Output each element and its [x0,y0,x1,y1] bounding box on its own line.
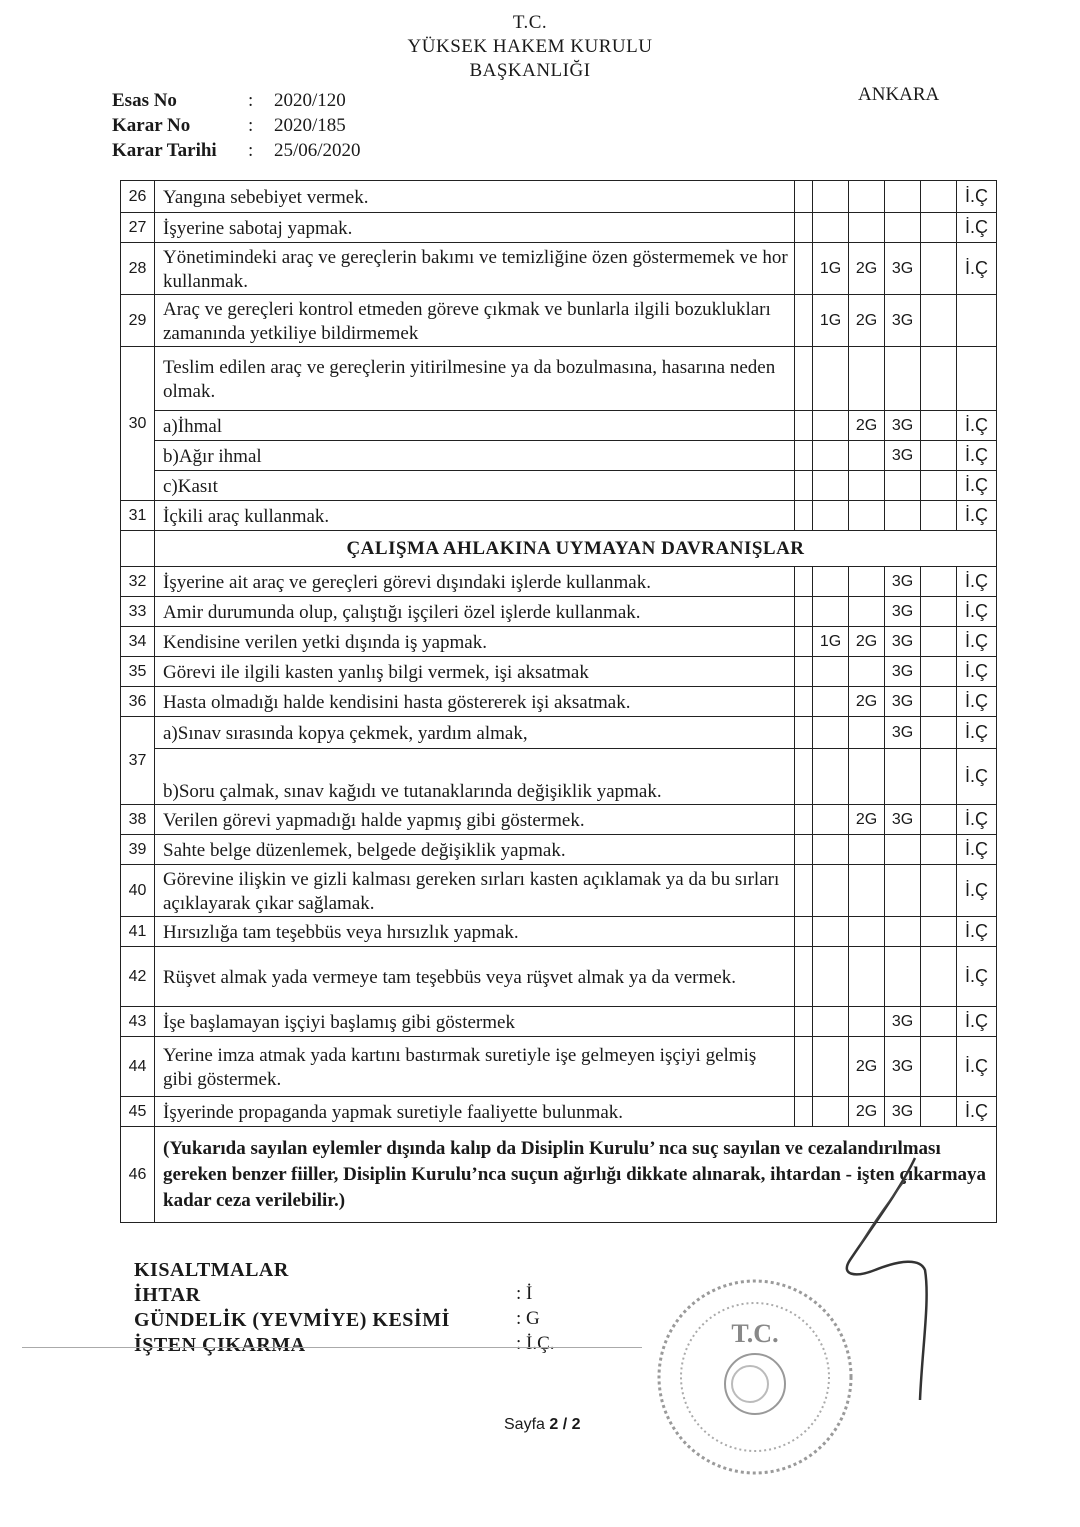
page-number [504,1416,581,1434]
row-text: İşe başlamayan işçiyi başlamış gibi göstermek [155,1007,795,1037]
row-text: İçkili araç kullanmak. [155,501,795,531]
table-row [121,749,997,805]
meta-label: Karar Tarihi [112,140,217,161]
row-number: 34 [121,627,155,657]
meta-row-tarih [112,138,361,163]
row-number: 38 [121,805,155,835]
abbreviation-label: İŞTEN ÇIKARMA [134,1334,306,1356]
row-text: Hasta olmadığı halde kendisini hasta göstererek işi aksatmak. [155,687,795,717]
row-note: (Yukarıda sayılan eylemler dışında kalıp da Disiplin Kurulu’ nca suç sayılan ve cezalandırılması gereken benzer fiiller, Disiplin Kurulu’nca suçun ağırlığı dikkate alınarak, ihtardan - işten çıkarmaya kadar ceza verilebilir.) [155,1127,997,1223]
table-row [121,501,997,531]
row-number: 27 [121,213,155,243]
penalty-ic: İ.Ç [957,947,997,1007]
penalty-2g: 2G [849,295,885,347]
meta-value: 2020/120 [274,90,346,111]
penalty-3g: 3G [885,687,921,717]
row-text: Yönetimindeki araç ve gereçlerin bakımı ve temizliğine özen göstermemek ve hor kullanmak. [155,243,795,295]
meta-sep: : [248,115,254,136]
header-city: ANKARA [858,84,940,105]
penalty-1g: 1G [813,243,849,295]
meta-sep: : [248,140,254,161]
table-row [121,213,997,243]
row-number: 37 [121,717,155,805]
penalty-3g: 3G [885,657,921,687]
table-row [121,917,997,947]
stamp-text: T.C. [731,1319,779,1348]
row-number: 30 [121,347,155,501]
penalty-3g: 3G [885,411,921,441]
row-text: Teslim edilen araç ve gereçlerin yitirilmesine ya da bozulmasına, hasarına neden olmak. [155,347,795,411]
penalty-ic: İ.Ç [957,687,997,717]
row-number: 42 [121,947,155,1007]
meta-label: Esas No [112,90,177,111]
row-number: 43 [121,1007,155,1037]
row-text: Verilen görevi yapmadığı halde yapmış gibi göstermek. [155,805,795,835]
penalty-1g: 1G [813,627,849,657]
penalty-ic: İ.Ç [957,471,997,501]
penalty-3g: 3G [885,243,921,295]
row-number: 46 [121,1127,155,1223]
row-text: İşyerine ait araç ve gereçleri görevi dışındaki işlerde kullanmak. [155,567,795,597]
penalty-ic: İ.Ç [957,411,997,441]
penalty-table [120,180,997,1223]
abbreviation-value: : G [516,1308,540,1329]
table-row [121,865,997,917]
table-row [121,243,997,295]
row-number: 32 [121,567,155,597]
page-value: 2 / 2 [549,1416,581,1433]
row-number: 39 [121,835,155,865]
row-text: Amir durumunda olup, çalıştığı işçileri özel işlerde kullanmak. [155,597,795,627]
table-row [121,295,997,347]
row-number: 31 [121,501,155,531]
row-text: Araç ve gereçleri kontrol etmeden göreve çıkmak ve bunlarla ilgili bozuklukları zamanında yetkiliye bildirmemek [155,295,795,347]
row-text: Yerine imza atmak yada kartını bastırmak suretiyle işe gelmeyen işçiyi gelmiş gibi göstermek. [155,1037,795,1097]
penalty-ic: İ.Ç [957,243,997,295]
penalty-ic: İ.Ç [957,1007,997,1037]
penalty-ic: İ.Ç [957,567,997,597]
penalty-ic: İ.Ç [957,597,997,627]
abbreviation-label: İHTAR [134,1284,201,1306]
table-row [121,597,997,627]
meta-label: Karar No [112,115,191,136]
penalty-3g: 3G [885,627,921,657]
row-text: b)Ağır ihmal [155,441,795,471]
row-number: 28 [121,243,155,295]
table-row [121,657,997,687]
official-stamp [650,1272,860,1482]
penalty-ic: İ.Ç [957,917,997,947]
row-text: Hırsızlığa tam teşebbüs veya hırsızlık yapmak. [155,917,795,947]
penalty-ic: İ.Ç [957,749,997,805]
table-row [121,411,997,441]
penalty-ic: İ.Ç [957,441,997,471]
section-row [121,531,997,567]
penalty-ic: İ.Ç [957,717,997,749]
abbreviation-value: : İ [516,1283,533,1304]
signature [830,1150,940,1410]
meta-row-esas [112,88,361,113]
penalty-ic: İ.Ç [957,657,997,687]
table-row [121,835,997,865]
row-number: 44 [121,1037,155,1097]
penalty-ic: İ.Ç [957,865,997,917]
row-number: 26 [121,181,155,213]
meta-row-karar [112,113,361,138]
row-text: a)İhmal [155,411,795,441]
table-row [121,471,997,501]
penalty-2g: 2G [849,1037,885,1097]
page-prefix: Sayfa [504,1416,550,1433]
penalty-2g: 2G [849,687,885,717]
row-text: Kendisine verilen yetki dışında iş yapmak. [155,627,795,657]
header-institution: YÜKSEK HAKEM KURULU [407,36,653,57]
header-presidency: BAŞKANLIĞI [469,60,591,81]
row-number: 29 [121,295,155,347]
penalty-2g: 2G [849,627,885,657]
penalty-ic: İ.Ç [957,213,997,243]
divider-line [22,1347,642,1348]
table-row [121,805,997,835]
penalty-3g: 3G [885,1097,921,1127]
row-text: Sahte belge düzenlemek, belgede değişiklik yapmak. [155,835,795,865]
row-text: b)Soru çalmak, sınav kağıdı ve tutanaklarında değişiklik yapmak. [155,749,795,805]
meta-value: 25/06/2020 [274,140,361,161]
penalty-3g: 3G [885,1037,921,1097]
table-row [121,717,997,749]
table-row [121,1007,997,1037]
penalty-3g: 3G [885,717,921,749]
row-number: 35 [121,657,155,687]
penalty-ic: İ.Ç [957,627,997,657]
table-row [121,687,997,717]
table-row [121,627,997,657]
table-row [121,567,997,597]
row-text: Görevi ile ilgili kasten yanlış bilgi vermek, işi aksatmak [155,657,795,687]
row-text: İşyerine sabotaj yapmak. [155,213,795,243]
table-row [121,947,997,1007]
penalty-3g: 3G [885,567,921,597]
penalty-2g: 2G [849,243,885,295]
row-text: Yangına sebebiyet vermek. [155,181,795,213]
meta-value: 2020/185 [274,115,346,136]
penalty-3g: 3G [885,441,921,471]
header-tc: T.C. [512,12,548,33]
row-number: 40 [121,865,155,917]
penalty-3g: 3G [885,295,921,347]
row-text: a)Sınav sırasında kopya çekmek, yardım almak, [155,717,795,749]
row-text: Görevine ilişkin ve gizli kalması gereken sırları kasten açıklamak ya da bu sırları açıklayarak çıkar sağlamak. [155,865,795,917]
penalty-ic: İ.Ç [957,181,997,213]
abbreviation-value: : İ.Ç. [516,1333,555,1354]
table-row [121,1097,997,1127]
row-number: 41 [121,917,155,947]
row-text: Rüşvet almak yada vermeye tam teşebbüs veya rüşvet almak ya da vermek. [155,947,795,1007]
penalty-2g: 2G [849,411,885,441]
row-text: İşyerinde propaganda yapmak suretiyle faaliyette bulunmak. [155,1097,795,1127]
penalty-3g: 3G [885,1007,921,1037]
penalty-ic: İ.Ç [957,1037,997,1097]
abbreviations-title: KISALTMALAR [134,1259,289,1281]
table-row [121,1037,997,1097]
meta-block [112,88,361,163]
penalty-1g: 1G [813,295,849,347]
penalty-ic: İ.Ç [957,501,997,531]
row-number: 36 [121,687,155,717]
meta-sep: : [248,90,254,111]
penalty-2g: 2G [849,1097,885,1127]
penalty-3g: 3G [885,805,921,835]
penalty-ic: İ.Ç [957,1097,997,1127]
table-row [121,347,997,411]
abbreviation-label: GÜNDELİK (YEVMİYE) KESİMİ [134,1309,450,1331]
row-number: 45 [121,1097,155,1127]
penalty-ic: İ.Ç [957,805,997,835]
row-number: 33 [121,597,155,627]
penalty-2g: 2G [849,805,885,835]
penalty-3g: 3G [885,597,921,627]
table-row [121,441,997,471]
row-text: c)Kasıt [155,471,795,501]
penalty-ic: İ.Ç [957,835,997,865]
section-heading: ÇALIŞMA AHLAKINA UYMAYAN DAVRANIŞLAR [155,531,997,567]
table-row [121,181,997,213]
